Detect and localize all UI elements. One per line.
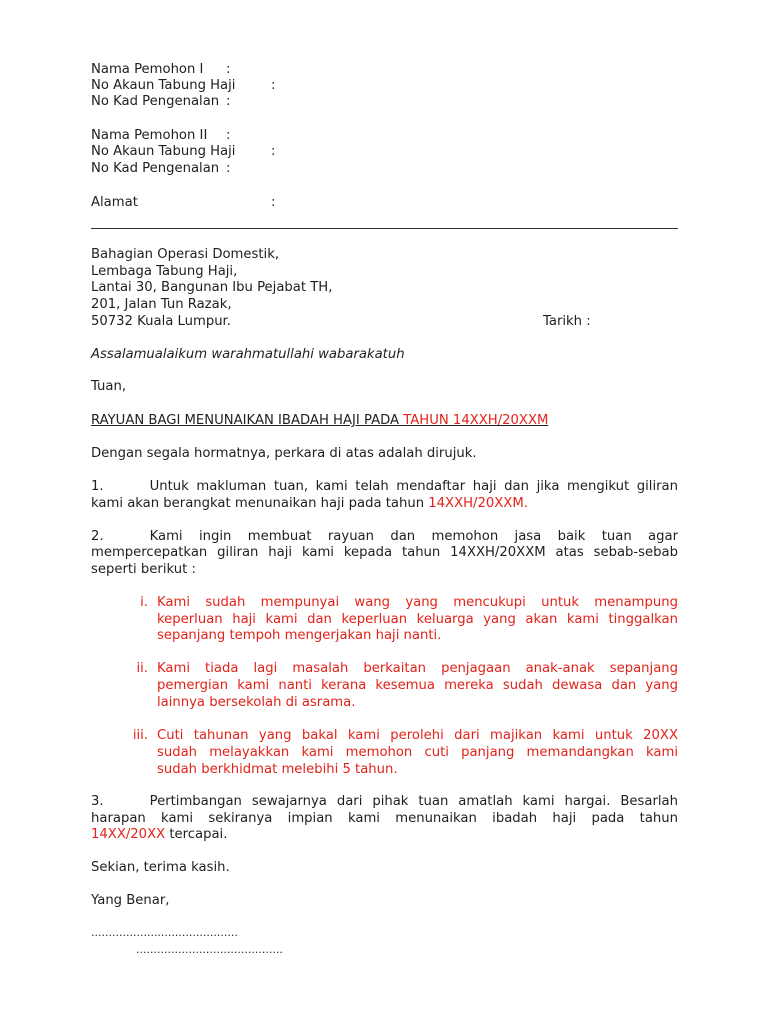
applicant-2-ic-label: No Kad Pengenalan [91, 161, 220, 176]
list-item-line: keperluan haji kami dan keperluan keluarga yang akan kami tinggalkan [157, 612, 678, 627]
para-3-number: 3. [91, 794, 104, 809]
subject-prefix: RAYUAN BAGI MENUNAIKAN IBADAH HAJI PADA [91, 413, 400, 428]
signature-line-1: .......................................... [91, 926, 238, 939]
recipient-line: Lembaga Tabung Haji, [91, 264, 238, 279]
para-3-text: tercapai. [169, 827, 228, 842]
colon: : [226, 62, 231, 77]
para-1-line-2 [91, 496, 528, 513]
list-numeral: ii. [136, 661, 148, 676]
list-item-line: pemergian kami nanti kerana kesemua mereka sudah dewasa dan yang [157, 678, 678, 693]
recipient-line: 50732 Kuala Lumpur. [91, 314, 231, 329]
para-3-line-1 [91, 794, 678, 811]
list-item-line: sepanjang tempoh mengerjakan haji nanti. [157, 628, 442, 643]
para-2-text: Kami ingin membuat rayuan dan memohon jasa baik tuan agar [149, 529, 678, 544]
recipient-line: 201, Jalan Tun Razak, [91, 297, 232, 312]
list-item-line: Kami tiada lagi masalah berkaitan penjagaan anak-anak sepanjang [157, 661, 678, 676]
list-numeral: iii. [132, 728, 148, 743]
para-3-line-2: harapan kami sekiranya impian kami menunaikan ibadah haji pada tahun [91, 811, 678, 826]
para-1-text: kami akan berangkat menunaikan haji pada tahun [91, 496, 425, 511]
applicant-2-account-label: No Akaun Tabung Haji [91, 144, 236, 159]
colon: : [271, 195, 276, 210]
para-1-text: Untuk makluman tuan, kami telah mendaftar haji dan jika mengikut giliran [149, 479, 678, 494]
greeting: Assalamualaikum warahmatullahi wabarakatuh [91, 347, 405, 362]
para-3-line-3 [91, 827, 227, 844]
para-2-line-1 [91, 529, 678, 546]
list-item-line: lainnya bersekolah di asrama. [157, 695, 356, 710]
recipient-line: Bahagian Operasi Domestik, [91, 247, 280, 262]
applicant-1-account-label: No Akaun Tabung Haji [91, 78, 236, 93]
para-3-text: Pertimbangan sewajarnya dari pihak tuan amatlah kami hargai. Besarlah [149, 794, 678, 809]
sign-off: Yang Benar, [91, 893, 170, 908]
list-item-line: sudah melayakkan kami memohon cuti panjang memandangkan kami [157, 745, 678, 760]
colon: : [271, 78, 276, 93]
list-numeral: i. [140, 595, 148, 610]
closing: Sekian, terima kasih. [91, 860, 230, 875]
signature-line-2: .......................................... [136, 943, 283, 956]
para-2-number: 2. [91, 529, 104, 544]
para-1-year: 14XXH/20XXM. [428, 496, 528, 511]
applicant-1-name-label: Nama Pemohon I [91, 62, 204, 77]
para-2-line-3: seperti berikut : [91, 562, 196, 577]
list-item-line: sudah berkhidmat melebihi 5 tahun. [157, 762, 398, 777]
intro-paragraph: Dengan segala hormatnya, perkara di atas adalah dirujuk. [91, 446, 477, 461]
recipient-line: Lantai 30, Bangunan Ibu Pejabat TH, [91, 280, 333, 295]
date-label: Tarikh : [543, 314, 591, 329]
letter-subject [91, 413, 548, 430]
address-label: Alamat [91, 195, 138, 210]
para-2-line-2: mempercepatkan giliran haji kami kepada tahun 14XXH/20XXM atas sebab-sebab [91, 545, 678, 560]
subject-year: TAHUN 14XXH/20XXM [403, 413, 549, 428]
salutation: Tuan, [91, 379, 127, 394]
para-1-line-1 [91, 479, 678, 496]
colon: : [226, 94, 231, 109]
para-1-number: 1. [91, 479, 104, 494]
list-item-line: Kami sudah mempunyai wang yang mencukupi untuk menampung [157, 595, 678, 610]
applicant-2-name-label: Nama Pemohon II [91, 128, 208, 143]
colon: : [226, 161, 231, 176]
list-item-line: Cuti tahunan yang bakal kami perolehi dari majikan kami untuk 20XX [157, 728, 678, 743]
colon: : [271, 144, 276, 159]
applicant-1-ic-label: No Kad Pengenalan [91, 94, 220, 109]
para-3-year: 14XX/20XX [91, 827, 166, 842]
header-divider [91, 228, 678, 229]
colon: : [226, 128, 231, 143]
